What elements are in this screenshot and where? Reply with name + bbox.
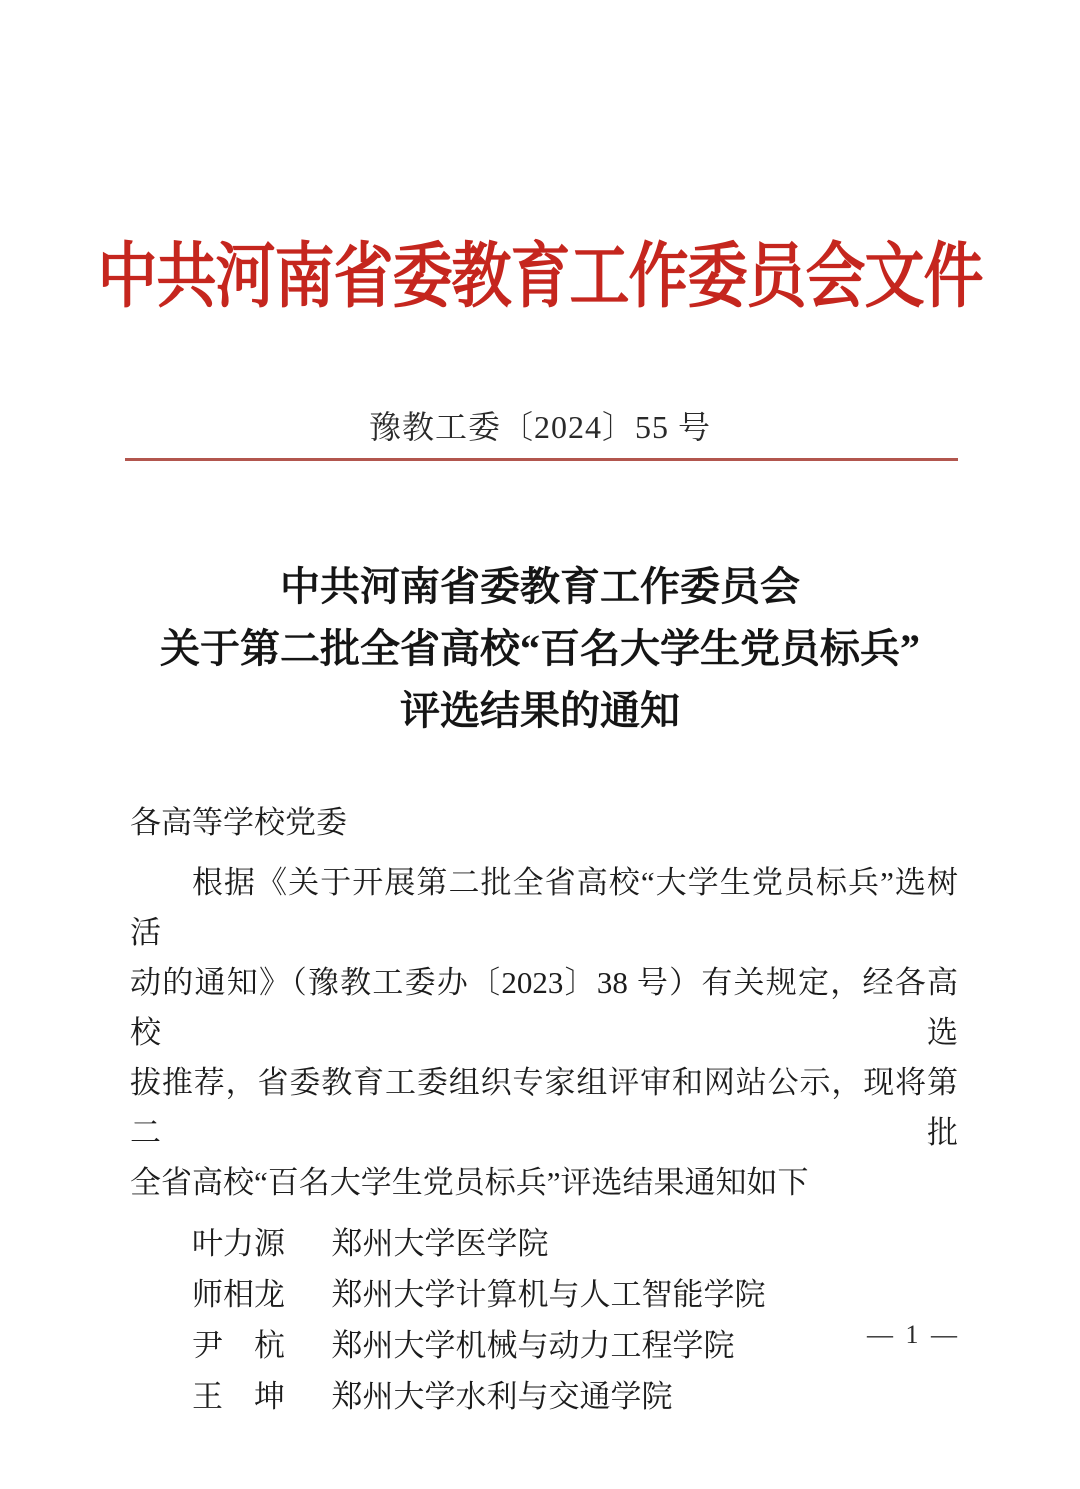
paragraph-line-1: 根据《关于开展第二批全省高校“大学生党员标兵”选树活 [130, 865, 958, 950]
paragraph-line-2: 动的通知》（豫教工委办〔2023〕38 号）有关规定，经各高校选 [130, 965, 958, 1050]
salutation: 各高等学校党委 [130, 805, 347, 840]
letterhead-title: 中共河南省委教育工作委员会文件 [97, 237, 983, 316]
awardee-name: 师相龙 [192, 1277, 285, 1312]
notice-title-line-3: 评选结果的通知 [400, 688, 680, 733]
awardee-name: 王 坤 [192, 1379, 285, 1414]
awardee-row [192, 1269, 958, 1320]
awardee-name: 叶力源 [192, 1226, 285, 1261]
awardee-name: 尹 杭 [192, 1328, 285, 1363]
awardee-school: 郑州大学计算机与人工智能学院 [331, 1277, 766, 1312]
notice-body [130, 798, 958, 1422]
red-divider-line [125, 458, 958, 461]
awardee-row [192, 1320, 958, 1371]
paragraph-line-4: 全省高校“百名大学生党员标兵”评选结果通知如下 [130, 1165, 809, 1200]
awardee-school: 郑州大学水利与交通学院 [331, 1379, 673, 1414]
awardee-row [192, 1371, 958, 1422]
awardee-list [130, 1218, 958, 1422]
notice-title [0, 556, 1080, 742]
page-number: — 1 — [867, 1320, 960, 1349]
awardee-row [192, 1218, 958, 1269]
awardee-school: 郑州大学医学院 [331, 1226, 549, 1261]
paragraph-line-3: 拔推荐，省委教育工委组织专家组评审和网站公示，现将第二批 [130, 1065, 958, 1150]
awardee-school: 郑州大学机械与动力工程学院 [331, 1328, 735, 1363]
document-number: 豫教工委〔2024〕55 号 [368, 409, 711, 445]
notice-paragraph [130, 858, 958, 1208]
notice-title-line-1: 中共河南省委教育工作委员会 [280, 564, 800, 609]
notice-title-line-2: 关于第二批全省高校“百名大学生党员标兵” [160, 626, 920, 671]
